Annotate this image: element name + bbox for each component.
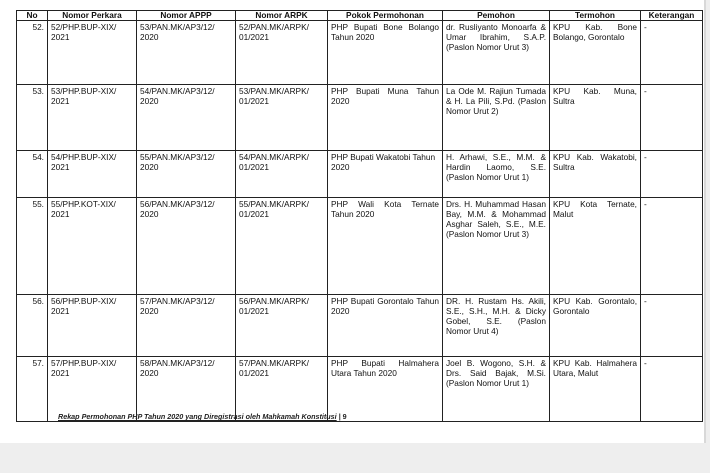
cell-termohon: KPU Kab. Gorontalo, Gorontalo xyxy=(550,295,641,357)
cell-nomor-appp: 58/PAN.MK/AP3/12/ 2020 xyxy=(137,357,236,422)
cell-nomor-appp: 55/PAN.MK/AP3/12/ 2020 xyxy=(137,151,236,198)
cell-termohon: KPU Kab. Halmahera Utara, Malut xyxy=(550,357,641,422)
cell-keterangan: - xyxy=(641,295,703,357)
cell-pokok-permohonan: PHP Wali Kota Ternate Tahun 2020 xyxy=(328,198,443,295)
table-row xyxy=(17,198,703,295)
cell-nomor-appp: 56/PAN.MK/AP3/12/ 2020 xyxy=(137,198,236,295)
cell-no: 57. xyxy=(17,357,48,422)
cell-nomor-perkara: 56/PHP.BUP-XIX/ 2021 xyxy=(48,295,137,357)
page-edge-shadow xyxy=(704,0,706,443)
cell-pemohon: dr. Rusliyanto Monoarfa & Umar Ibrahim, S.A.P. (Paslon Nomor Urut 3) xyxy=(443,21,550,85)
header-keterangan: Keterangan xyxy=(641,11,703,21)
rekap-table xyxy=(16,10,703,422)
cell-no: 53. xyxy=(17,85,48,151)
cell-pokok-permohonan: PHP Bupati Wakatobi Tahun 2020 xyxy=(328,151,443,198)
cell-pemohon: H. Arhawi, S.E., M.M. & Hardin Laomo, S.E. (Paslon Nomor Urut 1) xyxy=(443,151,550,198)
footer-title: Rekap Permohonan PHP Tahun 2020 yang Diregistrasi oleh Mahkamah Konstitusi xyxy=(58,412,337,421)
cell-keterangan: - xyxy=(641,357,703,422)
header-nomor-perkara: Nomor Perkara xyxy=(48,11,137,21)
cell-keterangan: - xyxy=(641,151,703,198)
page-number: 9 xyxy=(342,412,347,421)
header-nomor-arpk: Nomor ARPK xyxy=(236,11,328,21)
header-no: No xyxy=(17,11,48,21)
header-termohon: Termohon xyxy=(550,11,641,21)
cell-pokok-permohonan: PHP Bupati Halmahera Utara Tahun 2020 xyxy=(328,357,443,422)
cell-nomor-arpk: 53/PAN.MK/ARPK/ 01/2021 xyxy=(236,85,328,151)
cell-nomor-perkara: 53/PHP.BUP-XIX/ 2021 xyxy=(48,85,137,151)
cell-nomor-appp: 53/PAN.MK/AP3/12/ 2020 xyxy=(137,21,236,85)
table-row xyxy=(17,21,703,85)
cell-pemohon: Drs. H. Muhammad Hasan Bay, M.M. & Mohammad Asghar Saleh, S.E., M.E. (Paslon Nomor Urut 3) xyxy=(443,198,550,295)
table-row xyxy=(17,151,703,198)
cell-no: 52. xyxy=(17,21,48,85)
cell-nomor-perkara: 54/PHP.BUP-XIX/ 2021 xyxy=(48,151,137,198)
table-row xyxy=(17,85,703,151)
cell-nomor-arpk: 52/PAN.MK/ARPK/ 01/2021 xyxy=(236,21,328,85)
cell-nomor-arpk: 56/PAN.MK/ARPK/ 01/2021 xyxy=(236,295,328,357)
cell-pokok-permohonan: PHP Bupati Muna Tahun 2020 xyxy=(328,85,443,151)
cell-keterangan: - xyxy=(641,198,703,295)
table-header-row xyxy=(17,11,703,21)
footer-separator: | xyxy=(336,412,343,421)
header-pokok-permohonan: Pokok Permohonan xyxy=(328,11,443,21)
table-row xyxy=(17,295,703,357)
cell-nomor-arpk: 54/PAN.MK/ARPK/ 01/2021 xyxy=(236,151,328,198)
cell-nomor-perkara: 52/PHP.BUP-XIX/ 2021 xyxy=(48,21,137,85)
cell-nomor-arpk: 57/PAN.MK/ARPK/ 01/2021 xyxy=(236,357,328,422)
cell-no: 55. xyxy=(17,198,48,295)
cell-keterangan: - xyxy=(641,21,703,85)
header-pemohon: Pemohon xyxy=(443,11,550,21)
header-nomor-appp: Nomor APPP xyxy=(137,11,236,21)
cell-nomor-appp: 54/PAN.MK/AP3/12/ 2020 xyxy=(137,85,236,151)
cell-nomor-arpk: 55/PAN.MK/ARPK/ 01/2021 xyxy=(236,198,328,295)
cell-pokok-permohonan: PHP Bupati Gorontalo Tahun 2020 xyxy=(328,295,443,357)
cell-pokok-permohonan: PHP Bupati Bone Bolango Tahun 2020 xyxy=(328,21,443,85)
cell-no: 54. xyxy=(17,151,48,198)
cell-termohon: KPU Kab. Wakatobi, Sultra xyxy=(550,151,641,198)
cell-termohon: KPU Kab. Muna, Sultra xyxy=(550,85,641,151)
cell-termohon: KPU Kab. Bone Bolango, Gorontalo xyxy=(550,21,641,85)
cell-pemohon: Joel B. Wogono, S.H. & Drs. Said Bajak, M.Si. (Paslon Nomor Urut 1) xyxy=(443,357,550,422)
cell-nomor-appp: 57/PAN.MK/AP3/12/ 2020 xyxy=(137,295,236,357)
cell-nomor-perkara: 55/PHP.KOT-XIX/ 2021 xyxy=(48,198,137,295)
cell-pemohon: La Ode M. Rajiun Tumada & H. La Pili, S.Pd. (Paslon Nomor Urut 2) xyxy=(443,85,550,151)
cell-nomor-perkara: 57/PHP.BUP-XIX/ 2021 xyxy=(48,357,137,422)
cell-pemohon: DR. H. Rustam Hs. Akili, S.E., S.H., M.H. & Dicky Gobel, S.E. (Paslon Nomor Urut 4) xyxy=(443,295,550,357)
cell-keterangan: - xyxy=(641,85,703,151)
cell-termohon: KPU Kota Ternate, Malut xyxy=(550,198,641,295)
cell-no: 56. xyxy=(17,295,48,357)
page-footer xyxy=(58,412,347,421)
